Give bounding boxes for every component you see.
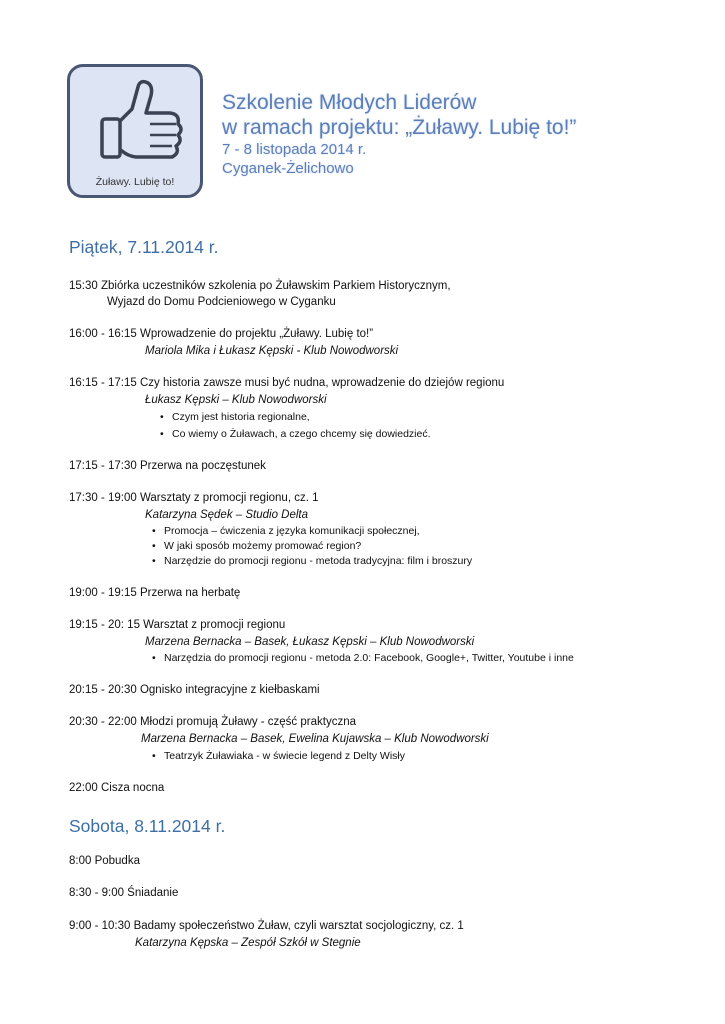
list-item: • Promocja – ćwiczenia z języka komunikacji społecznej, (164, 524, 420, 538)
event-line: 22:00 Cisza nocna (69, 782, 165, 794)
list-item: • W jaki sposób możemy promować region? (164, 539, 361, 553)
document-header (222, 90, 576, 178)
logo-caption: Żuławy. Lubię to! (95, 176, 175, 188)
event-line: 19:00 - 19:15 Przerwa na herbatę (69, 587, 241, 599)
day-title-friday: Piątek, 7.11.2014 r. (69, 237, 219, 257)
header-title: Szkolenie Młodych Liderów (222, 91, 477, 114)
event-speaker: Marzena Bernacka – Basek, Łukasz Kępski – Klub Nowodworski (145, 636, 475, 648)
project-logo (67, 64, 203, 198)
header-subtitle: w ramach projektu: „Żuławy. Lubię to!” (222, 116, 577, 139)
event-line: 16:00 - 16:15 Wprowadzenie do projektu „Żuławy. Lubię to!” (69, 328, 374, 340)
event-line: 20:15 - 20:30 Ognisko integracyjne z kiełbaskami (69, 684, 320, 696)
list-item: • Narzędzie do promocji regionu - metoda tradycyjna: film i broszury (164, 554, 472, 568)
event-speaker: Katarzyna Sędek – Studio Delta (145, 509, 309, 521)
event-line: 20:30 - 22:00 Młodzi promują Żuławy - część praktyczna (69, 716, 356, 728)
event-line: 17:15 - 17:30 Przerwa na poczęstunek (69, 460, 266, 472)
list-item: • Teatrzyk Żuławiaka - w świecie legend z Delty Wisły (164, 749, 405, 763)
event-speaker: Katarzyna Kępska – Zespół Szkół w Stegnie (135, 937, 361, 949)
list-item: • Czym jest historia regionalne, (172, 410, 310, 424)
event-line: Wyjazd do Domu Podcieniowego w Cyganku (107, 296, 336, 308)
header-dates: 7 - 8 listopada 2014 r. (222, 141, 367, 158)
event-line: 19:15 - 20: 15 Warsztat z promocji regionu (69, 619, 286, 631)
event-line: 16:15 - 17:15 Czy historia zawsze musi być nudna, wprowadzenie do dziejów regionu (69, 377, 505, 389)
list-item: • Co wiemy o Żuławach, a czego chcemy się dowiedzieć. (172, 427, 431, 441)
event-line: 8:30 - 9:00 Śniadanie (69, 887, 179, 899)
day-title-saturday: Sobota, 8.11.2014 r. (69, 816, 226, 836)
list-item: • Narzędzia do promocji regionu - metoda 2.0: Facebook, Google+, Twitter, Youtube i inne (164, 651, 574, 665)
event-line: 8:00 Pobudka (69, 855, 140, 867)
event-speaker: Mariola Mika i Łukasz Kępski - Klub Nowodworski (145, 345, 399, 357)
event-line: 15:30 Zbiórka uczestników szkolenia po Żuławskim Parkiem Historycznym, (69, 280, 451, 292)
event-line: 17:30 - 19:00 Warsztaty z promocji regionu, cz. 1 (69, 492, 319, 504)
header-location: Cyganek-Żelichowo (222, 160, 354, 177)
thumbs-up-icon (88, 77, 188, 173)
event-speaker: Marzena Bernacka – Basek, Ewelina Kujawska – Klub Nowodworski (141, 733, 489, 745)
event-line: 9:00 - 10:30 Badamy społeczeństwo Żuław, czyli warsztat socjologiczny, cz. 1 (69, 920, 464, 932)
event-speaker: Łukasz Kępski – Klub Nowodworski (145, 394, 327, 406)
